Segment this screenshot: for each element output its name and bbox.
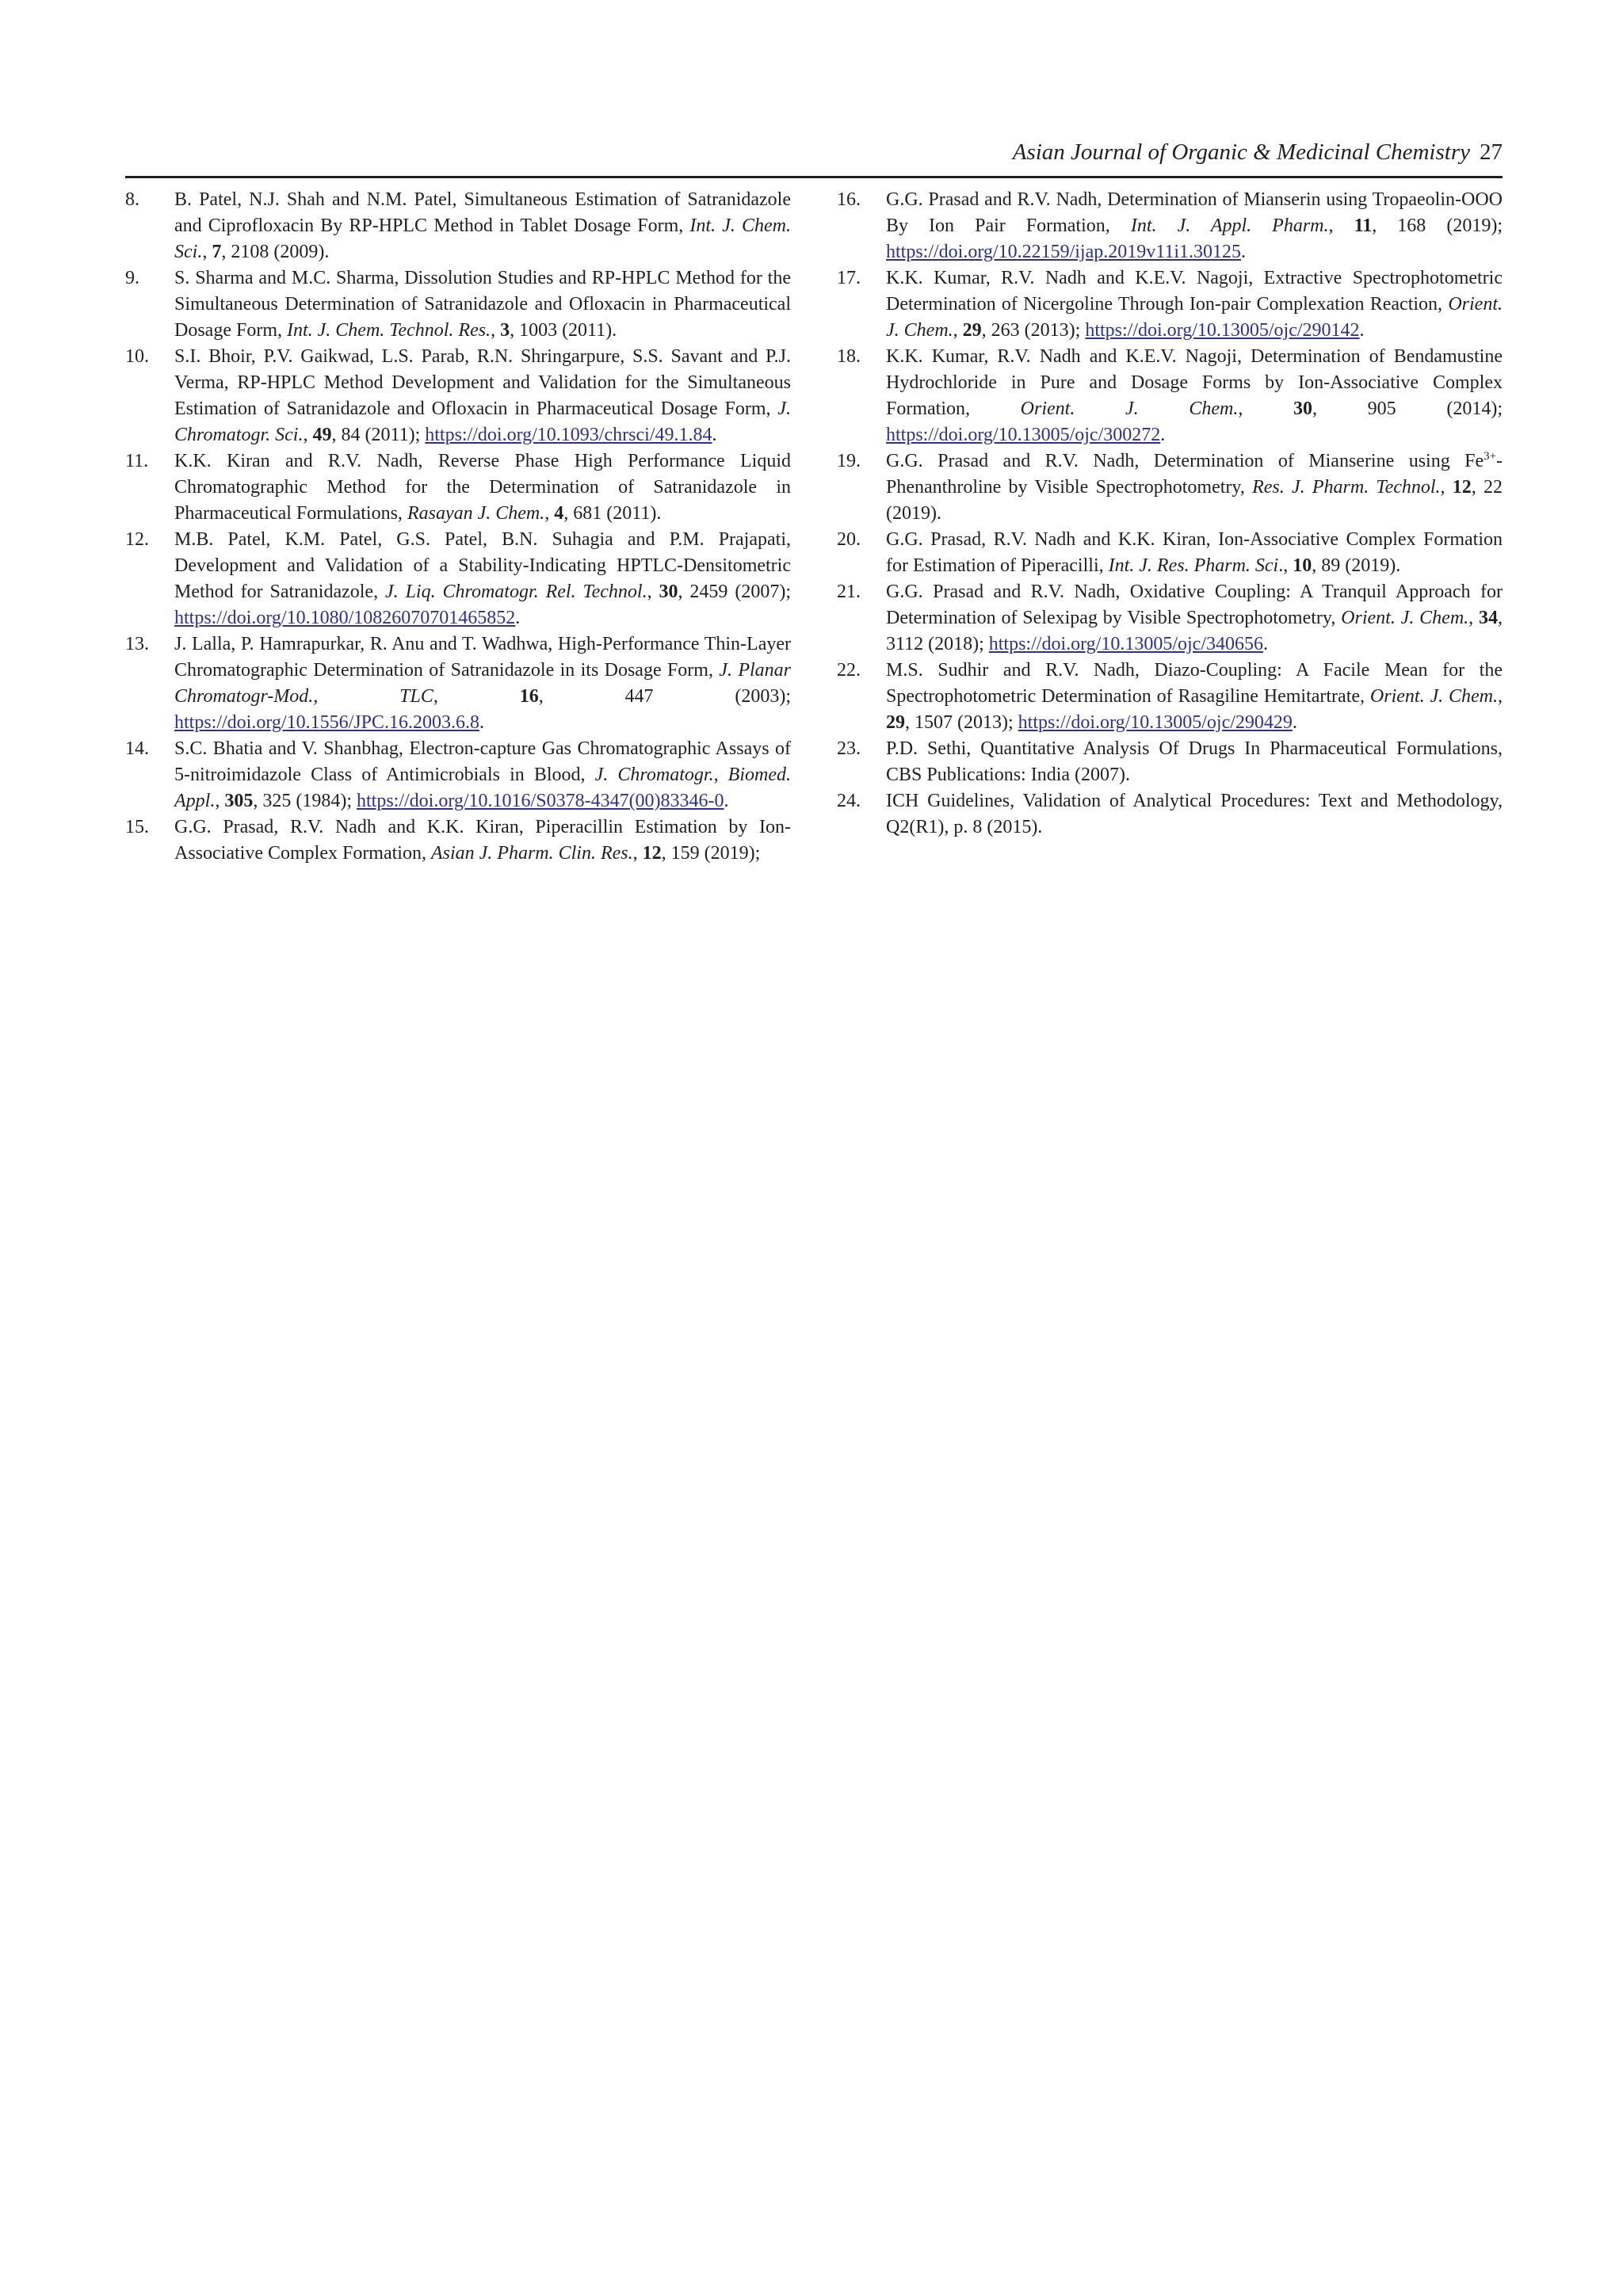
journal-abbrev: J. Liq. Chromatogr. Rel. Technol. <box>385 582 647 602</box>
separator: , <box>433 686 520 707</box>
end-period: . <box>515 608 521 628</box>
reference-number: 21. <box>837 582 861 602</box>
reference-citation: G.G. Prasad and R.V. Nadh, Determination of Mianserin using Tropaeolin-OOO By Ion Pair Formation, <box>886 189 1503 236</box>
reference-citation: K.K. Kumar, R.V. Nadh and K.E.V. Nagoji, Extractive Spectrophotometric Determination of Nicergoline Through Ion-pair Complexation Reaction, <box>886 268 1503 315</box>
doi-link[interactable]: https://doi.org/10.1080/10826070701465852 <box>174 608 516 628</box>
reference-11 <box>125 448 791 527</box>
end-period: . <box>1292 712 1297 733</box>
reference-citation: S.C. Bhatia and V. Shanbhag, Electron-capture Gas Chromatographic Assays of 5-nitroimidazole Class of Antimicrobials in Blood, <box>174 738 791 785</box>
end-period: . <box>1160 425 1166 445</box>
reference-number: 19. <box>837 451 861 471</box>
volume: 12 <box>642 843 662 864</box>
volume: 11 <box>1354 215 1373 236</box>
reference-number: 10. <box>125 346 149 367</box>
reference-number: 11. <box>125 451 149 471</box>
reference-citation: S. Sharma and M.C. Sharma, Dissolution Studies and RP-HPLC Method for the Simultaneous Determination of Satranidazole and Ofloxacin in Pharmaceutical Dosage Form, <box>174 268 791 341</box>
volume: 49 <box>312 425 332 445</box>
reference-text <box>174 736 791 814</box>
journal-abbrev: Orient. J. Chem. <box>1020 399 1239 419</box>
volume: 305 <box>224 791 254 811</box>
pages-year: , 1003 (2011). <box>510 320 617 341</box>
reference-citation: K.K. Kumar, R.V. Nadh and K.E.V. Nagoji, Determination of Bendamustine Hydrochloride in Pure and Dosage Forms by Ion-Associative Complex Formation, <box>886 346 1503 419</box>
reference-13 <box>125 631 791 736</box>
journal-abbrev: J. Chromatogr. Sci. <box>174 399 791 445</box>
reference-citation: G.G. Prasad and R.V. Nadh, Determination of Mianserine using Fe <box>886 451 1484 471</box>
reference-number: 12. <box>125 529 149 550</box>
volume: 29 <box>962 320 982 341</box>
pages-year: , 168 (2019); <box>1372 215 1503 236</box>
reference-number: 13. <box>125 634 149 654</box>
end-period: . <box>1359 320 1365 341</box>
reference-20 <box>837 527 1503 579</box>
reference-citation-cont: -Phenanthroline by Visible Spectrophotometry, <box>886 451 1503 498</box>
reference-text <box>174 631 791 736</box>
reference-text <box>174 814 791 867</box>
doi-link[interactable]: https://doi.org/10.22159/ijap.2019v11i1.30125 <box>886 242 1242 262</box>
reference-number: 20. <box>837 529 861 550</box>
journal-abbrev: Int. J. Appl. Pharm. <box>1130 215 1329 236</box>
volume: 34 <box>1479 608 1499 628</box>
reference-citation: J. Lalla, P. Hamrapurkar, R. Anu and T. Wadhwa, High-Performance Thin-Layer Chromatographic Determination of Satranidazole in its Dosage Form, <box>174 634 791 681</box>
end-period: . <box>1263 634 1268 654</box>
page-number: 27 <box>1480 139 1503 165</box>
separator: , <box>303 425 313 445</box>
reference-number: 24. <box>837 791 861 811</box>
separator: , <box>1440 477 1453 498</box>
pages-year: , 263 (2013); <box>981 320 1081 341</box>
doi-link[interactable]: https://doi.org/10.13005/ojc/340656 <box>988 634 1263 654</box>
separator: , <box>1328 215 1354 236</box>
separator: , <box>632 843 643 864</box>
journal-abbrev: Orient. J. Chem. <box>886 294 1503 341</box>
reference-text <box>174 527 791 631</box>
reference-number: 22. <box>837 660 861 681</box>
journal-abbrev: Int. J. Chem. Sci. <box>174 215 791 262</box>
journal-abbrev: Asian J. Pharm. Clin. Res. <box>430 843 633 864</box>
pages-year: , 84 (2011); <box>331 425 421 445</box>
journal-abbrev: Orient. J. Chem. <box>1341 608 1469 628</box>
reference-10 <box>125 344 791 448</box>
separator: ., <box>1278 555 1293 576</box>
end-period: . <box>724 791 729 811</box>
reference-number: 17. <box>837 268 861 288</box>
reference-number: 16. <box>837 189 861 210</box>
reference-text <box>886 344 1503 448</box>
volume: 3 <box>500 320 510 341</box>
reference-8 <box>125 187 791 265</box>
reference-citation: G.G. Prasad, R.V. Nadh and K.K. Kiran, Piperacillin Estimation by Ion-Associative Complex Formation, <box>174 817 791 864</box>
journal-abbrev: Rasayan J. Chem. <box>407 503 545 524</box>
separator: , <box>1498 686 1503 707</box>
running-header <box>125 135 1503 178</box>
reference-19 <box>837 448 1503 527</box>
volume: 29 <box>886 712 905 733</box>
header-line <box>1013 138 1503 166</box>
journal-abbrev: J. Chromatogr., Biomed. Appl. <box>174 765 791 811</box>
volume: 30 <box>659 582 678 602</box>
reference-number: 15. <box>125 817 149 837</box>
reference-text <box>174 265 791 344</box>
pages-year: , 22 (2019). <box>886 477 1503 524</box>
reference-citation: M.S. Sudhir and R.V. Nadh, Diazo-Coupling: A Facile Mean for the Spectrophotometric Determination of Rasagiline Hemitartrate, <box>886 660 1503 707</box>
reference-22 <box>837 658 1503 736</box>
end-period: . <box>479 712 484 733</box>
pages-year: , 905 (2014); <box>1312 399 1503 419</box>
reference-citation: G.G. Prasad and R.V. Nadh, Oxidative Coupling: A Tranquil Approach for Determination of Selexipag by Visible Spectrophotometry, <box>886 582 1503 628</box>
reference-14 <box>125 736 791 814</box>
reference-citation: B. Patel, N.J. Shah and N.M. Patel, Simultaneous Estimation of Satranidazole and Ciprofloxacin By RP-HPLC Method in Tablet Dosage Form, <box>174 189 791 236</box>
pages-year: , 2459 (2007); <box>678 582 792 602</box>
reference-text <box>886 265 1503 344</box>
doi-link[interactable]: https://doi.org/10.13005/ojc/290142 <box>1085 320 1360 341</box>
pages-year: , 1507 (2013); <box>905 712 1014 733</box>
reference-18 <box>837 344 1503 448</box>
doi-link[interactable]: https://doi.org/10.13005/ojc/290429 <box>1018 712 1293 733</box>
references-left-column <box>125 187 791 867</box>
reference-12 <box>125 527 791 631</box>
journal-abbrev: J. Planar Chromatogr-Mod., TLC <box>174 660 792 707</box>
volume: 10 <box>1293 555 1312 576</box>
reference-citation: M.B. Patel, K.M. Patel, G.S. Patel, B.N. Suhagia and P.M. Prajapati, Development and Validation of a Stability-Indicating HPTLC-Densitometric Method for Satranidazole, <box>174 529 791 602</box>
pages-year: , 159 (2019); <box>661 843 761 864</box>
reference-16 <box>837 187 1503 265</box>
journal-title: Asian Journal of Organic & Medicinal Chemistry <box>1012 139 1470 165</box>
separator: , <box>647 582 659 602</box>
separator: , <box>491 320 501 341</box>
pages-year: , 3112 (2018); <box>886 608 1503 654</box>
reference-number: 23. <box>837 738 861 759</box>
reference-24 <box>837 788 1503 841</box>
reference-citation: K.K. Kiran and R.V. Nadh, Reverse Phase High Performance Liquid Chromatographic Method for the Determination of Satranidazole in Pharmaceutical Formulations, <box>174 451 791 524</box>
reference-text: P.D. Sethi, Quantitative Analysis Of Drugs In Pharmaceutical Formulations, CBS Publications: India (2007). <box>886 738 1503 785</box>
volume: 30 <box>1293 399 1312 419</box>
doi-link[interactable]: https://doi.org/10.1093/chrsci/49.1.84 <box>425 425 712 445</box>
journal-abbrev: Res. J. Pharm. Technol. <box>1252 477 1441 498</box>
pages-year: , 447 (2003); <box>538 686 792 707</box>
reference-15 <box>125 814 791 867</box>
end-period: . <box>712 425 717 445</box>
separator: , <box>1468 608 1480 628</box>
reference-number: 9. <box>125 268 139 288</box>
separator: , <box>215 791 225 811</box>
references-right-column <box>837 187 1503 841</box>
volume: 16 <box>519 686 539 707</box>
reference-text <box>886 187 1503 265</box>
reference-23 <box>837 736 1503 788</box>
reference-text <box>886 448 1503 527</box>
pages-year: , 89 (2019). <box>1312 555 1401 576</box>
journal-abbrev: Orient. J. Chem. <box>1369 686 1499 707</box>
reference-21 <box>837 579 1503 658</box>
separator: , <box>1238 399 1293 419</box>
reference-citation: S.I. Bhoir, P.V. Gaikwad, L.S. Parab, R.N. Shringarpure, S.S. Savant and P.J. Verma, RP-HPLC Method Development and Validation for the Simultaneous Estimation of Satranidazole and Ofloxacin in Pharmaceutical Dosage Form, <box>174 346 791 419</box>
reference-9 <box>125 265 791 344</box>
reference-citation: G.G. Prasad, R.V. Nadh and K.K. Kiran, Ion-Associative Complex Formation for Estimation of Piperacilli, <box>886 529 1503 576</box>
separator: , <box>953 320 963 341</box>
doi-link[interactable]: https://doi.org/10.1016/S0378-4347(00)83346-0 <box>356 791 724 811</box>
reference-text <box>174 344 791 448</box>
reference-text <box>886 579 1503 658</box>
reference-text <box>174 448 791 527</box>
end-period: . <box>1241 242 1247 262</box>
reference-number: 14. <box>125 738 149 759</box>
volume: 12 <box>1452 477 1472 498</box>
journal-abbrev: Int. J. Res. Pharm. Sci <box>1108 555 1279 576</box>
doi-link[interactable]: https://doi.org/10.13005/ojc/300272 <box>886 425 1161 445</box>
reference-text <box>886 527 1503 579</box>
pages-year: , 325 (1984); <box>253 791 352 811</box>
reference-17 <box>837 265 1503 344</box>
pages-year: , 681 (2011). <box>563 503 662 524</box>
doi-link[interactable]: https://doi.org/10.1556/JPC.16.2003.6.8 <box>174 712 479 733</box>
journal-abbrev: Int. J. Chem. Technol. Res. <box>286 320 491 341</box>
volume: 4 <box>554 503 564 524</box>
reference-text <box>886 658 1503 736</box>
volume: 7 <box>212 242 222 262</box>
reference-text: ICH Guidelines, Validation of Analytical Procedures: Text and Methodology, Q2(R1), p. 8 (2015). <box>886 791 1503 837</box>
charge-superscript: 3+ <box>1484 450 1496 463</box>
reference-number: 18. <box>837 346 861 367</box>
reference-text <box>174 187 791 265</box>
reference-number: 8. <box>125 189 139 210</box>
pages-year: , 2108 (2009). <box>221 242 330 262</box>
separator: , <box>202 242 212 262</box>
separator: , <box>544 503 555 524</box>
